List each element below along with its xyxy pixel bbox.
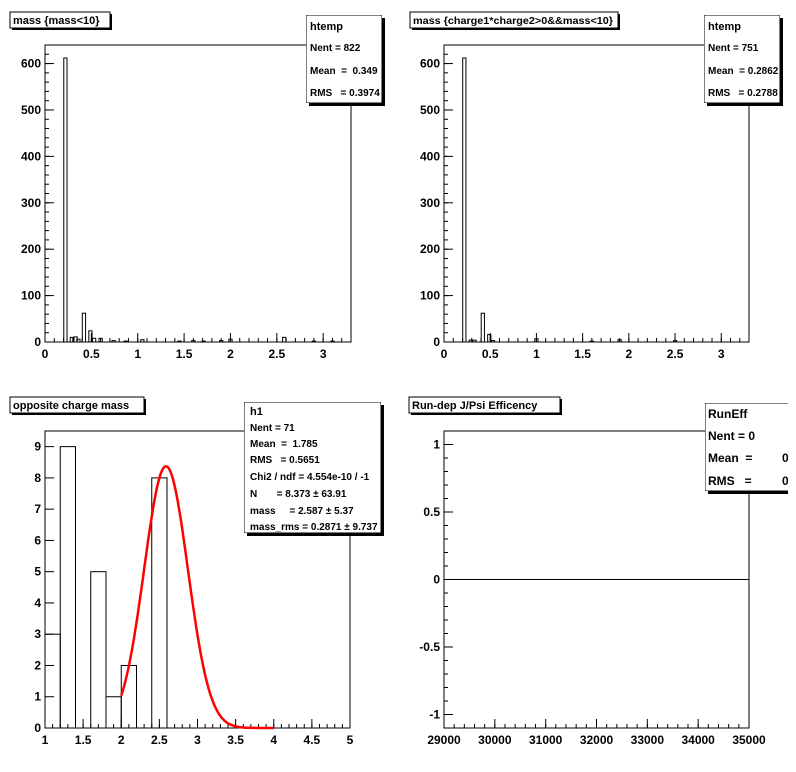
x-tick-label: 4 [270, 733, 278, 747]
stats-value: 0 [782, 451, 789, 465]
y-tick-label: 2 [34, 658, 41, 673]
y-tick-label: 1 [433, 437, 440, 452]
histogram-mass [64, 58, 334, 342]
x-tick-label: 35000 [732, 733, 766, 747]
histogram-bin [473, 340, 476, 342]
histogram-bin [82, 313, 85, 342]
histogram-bin [112, 341, 115, 342]
stats-row: mass = 2.587 ± 5.37 [250, 506, 354, 517]
y-tick-label: -0.5 [419, 640, 440, 654]
stats-value: 0 [782, 474, 789, 488]
title-box-mass [10, 12, 112, 30]
stats-row: Nent = 71 [250, 423, 295, 434]
x-tick-label: 2.5 [666, 347, 684, 361]
x-tick-label: 3.5 [227, 733, 244, 747]
histogram-bin [89, 331, 92, 342]
x-tick-label: 4.5 [303, 733, 321, 747]
x-tick-label: 0 [41, 347, 49, 361]
histogram-bin [590, 341, 593, 342]
y-tick-label: 100 [419, 288, 440, 303]
x-tick-label: 2 [227, 347, 234, 361]
stats-row: RMS = [708, 474, 752, 488]
histogram-bin [77, 339, 80, 342]
y-ticklabels-mass [21, 57, 41, 349]
histogram-bin [45, 634, 60, 728]
stats-row: Mean = 1.785 [250, 439, 318, 450]
x-tick-label: 1 [134, 347, 142, 361]
x-tick-label: 33000 [630, 733, 665, 747]
title-box-mass-same-charge [410, 12, 620, 30]
y-ticklabels-mass-same-charge [420, 57, 440, 349]
x-tick-label: 1 [533, 347, 540, 361]
y-tick-label: 100 [20, 288, 41, 303]
stats-row: mass_rms = 0.2871 ± 9.737 [250, 522, 378, 533]
x-tick-label: 3 [717, 347, 725, 361]
x-tick-label: 2.5 [268, 347, 286, 361]
x-ticklabels-run-efficiency [427, 733, 766, 747]
y-tick-label: 500 [419, 102, 440, 117]
histogram-bin [331, 341, 334, 342]
x-tick-label: 0.5 [481, 347, 499, 361]
histogram-bin [124, 341, 127, 342]
stats-row: Mean = 0.2862 [708, 66, 779, 77]
histogram-bin [202, 341, 205, 342]
histogram-bin [463, 58, 466, 342]
x-tick-label: 1 [41, 733, 49, 747]
y-tick-label: 4 [34, 595, 41, 610]
chart-title: opposite charge mass [13, 400, 130, 412]
y-tick-label: 1 [34, 689, 41, 704]
panel-mass-same-charge [410, 12, 783, 361]
y-tick-label: 5 [34, 564, 41, 579]
stats-row: RMS = 0.2788 [708, 88, 778, 99]
y-tick-label: 0 [433, 572, 440, 587]
x-tick-label: 34000 [681, 733, 715, 747]
x-tick-label: 0 [440, 347, 448, 361]
histogram-bin [106, 697, 121, 728]
stats-row: Mean = [708, 451, 753, 465]
histogram-bin [469, 340, 472, 342]
y-tick-label: 400 [20, 149, 41, 164]
stats-name: htemp [310, 21, 343, 33]
stats-row: RMS = 0.3974 [310, 88, 380, 99]
histogram-bin [178, 341, 181, 342]
stats-box-opposite-charge [244, 402, 384, 536]
stats-row: N = 8.373 ± 63.91 [250, 489, 347, 500]
stats-row: Nent = 0 [708, 429, 756, 443]
y-tick-label: 600 [20, 56, 41, 71]
y-tick-label: 7 [34, 502, 41, 517]
stats-row: Nent = 751 [708, 43, 759, 54]
x-tick-label: 31000 [528, 733, 563, 747]
x-tick-label: 3 [194, 733, 201, 747]
x-tick-label: 3 [319, 347, 327, 361]
x-tick-label: 30000 [478, 733, 512, 747]
ticks-mass [45, 45, 351, 342]
y-tick-label: 300 [419, 195, 440, 210]
chart-title: Run-dep J/Psi Efficency [412, 400, 538, 412]
ticks-mass-same-charge [444, 45, 749, 342]
histogram-bin [481, 313, 484, 342]
histogram-bin [152, 478, 167, 728]
stats-row: Chi2 / ndf = 4.554e-10 / -1 [250, 472, 370, 483]
histogram-bin [312, 341, 315, 342]
y-tick-label: 500 [20, 102, 41, 117]
stats-row: Nent = 822 [310, 43, 361, 54]
stats-box-mass [306, 15, 385, 106]
x-tick-label: 2 [117, 733, 125, 747]
title-box-run-efficiency [409, 397, 562, 415]
x-tick-label: 1.5 [574, 347, 591, 361]
stats-box-mass-same-charge [704, 15, 783, 106]
x-tick-label: 5 [346, 733, 354, 747]
y-tick-label: 200 [419, 242, 440, 257]
x-ticklabels-mass [42, 347, 327, 361]
histogram-bin [121, 665, 136, 728]
histogram-bin [283, 337, 286, 342]
y-tick-label: 0 [34, 335, 41, 349]
frame-mass [45, 45, 351, 342]
x-tick-label: 2 [625, 347, 633, 361]
histogram-bin [70, 337, 73, 342]
x-tick-label: 0.5 [83, 347, 100, 361]
x-tick-label: 1.5 [175, 347, 193, 361]
chart-title: mass {mass<10} [13, 15, 100, 27]
histogram-bin [93, 338, 96, 342]
y-tick-label: 8 [34, 470, 41, 485]
stats-name: h1 [250, 406, 263, 418]
histogram-opposite-charge [45, 447, 167, 728]
y-tick-label: -1 [429, 707, 440, 722]
x-ticklabels-mass-same-charge [441, 347, 725, 361]
histogram-bin [491, 341, 494, 342]
y-tick-label: 0.5 [423, 505, 440, 519]
y-tick-label: 9 [34, 439, 41, 454]
stats-name: htemp [708, 21, 741, 33]
title-box-opposite-charge [10, 397, 146, 415]
histogram-bin [60, 447, 75, 728]
histogram-bin [141, 340, 144, 342]
stats-row: RMS = 0.5651 [250, 455, 320, 466]
histogram-bin [91, 572, 106, 728]
x-tick-label: 32000 [579, 733, 614, 747]
y-tick-label: 300 [20, 195, 41, 210]
chart-title: mass {charge1*charge2>0&&mass<10} [413, 16, 614, 27]
y-tick-label: 0 [34, 721, 41, 735]
histogram-bin [64, 58, 67, 342]
y-ticklabels-run-efficiency [419, 438, 440, 722]
y-tick-label: 600 [419, 56, 440, 71]
panel-opposite-charge [10, 397, 384, 747]
stats-name: RunEff [708, 407, 748, 421]
y-tick-label: 200 [20, 242, 41, 257]
histogram-bin [488, 335, 491, 342]
y-tick-label: 0 [433, 335, 440, 349]
histogram-mass-same-charge [463, 58, 677, 342]
x-tick-label: 1.5 [74, 733, 92, 747]
stats-row: Mean = 0.349 [310, 66, 378, 77]
x-tick-label: 2.5 [151, 733, 168, 747]
y-ticklabels-opposite-charge [34, 440, 41, 735]
y-tick-label: 6 [34, 533, 41, 548]
stats-box-run-efficiency [705, 403, 795, 494]
panel-run-efficiency [409, 397, 795, 747]
x-ticklabels-opposite-charge [42, 733, 354, 747]
y-tick-label: 400 [419, 149, 440, 164]
x-tick-label: 29000 [427, 733, 461, 747]
panel-mass [10, 12, 385, 361]
y-tick-label: 3 [34, 627, 41, 642]
frame-mass-same-charge [444, 45, 749, 342]
